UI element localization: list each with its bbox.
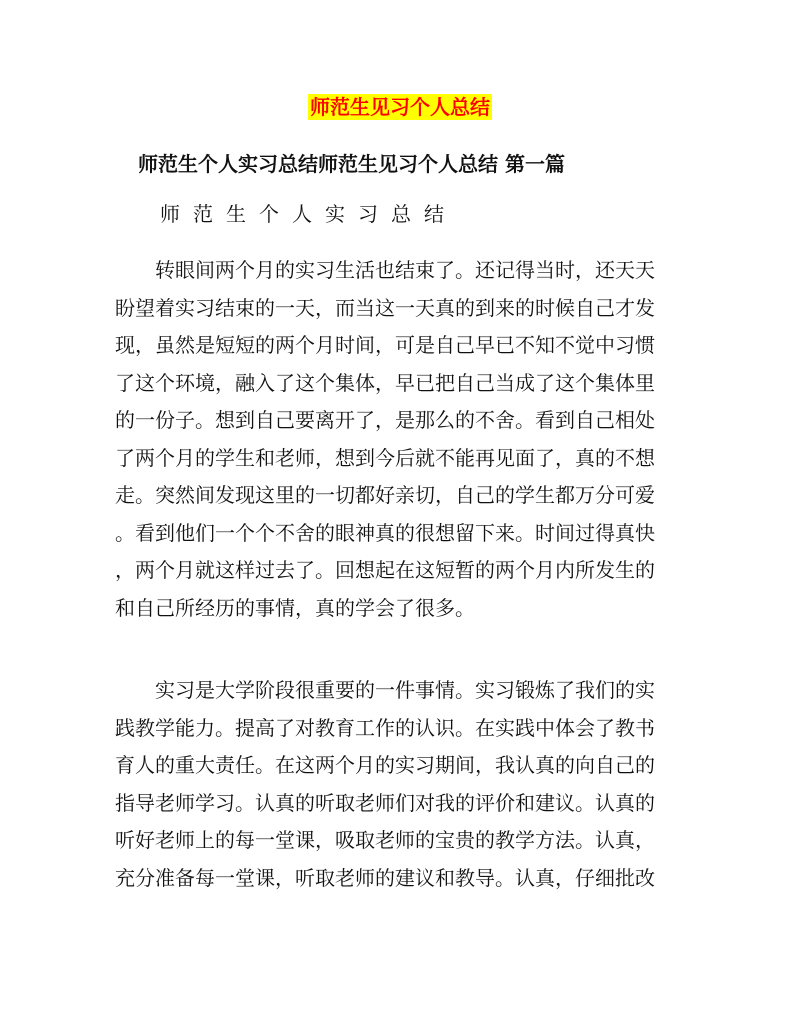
paragraph-line: 指导老师学习。认真的听取老师们对我的评价和建议。认真的 <box>115 790 655 815</box>
paragraph-line: 听好老师上的每一堂课，吸取老师的宝贵的教学方法。认真， <box>115 828 655 852</box>
paragraph-line: 和自己所经历的事情，真的学会了很多。 <box>115 595 475 620</box>
paragraph-line: 践教学能力。提高了对教育工作的认识。在实践中体会了教书 <box>115 715 655 740</box>
paragraph-line: 转眼间两个月的实习生活也结束了。还记得当时，还天天 <box>115 258 655 282</box>
paragraph-line: 盼望着实习结束的一天，而当这一天真的到来的时候自己才发 <box>115 295 655 320</box>
section-title: 师范生个人实习总结师范生见习个人总结 第一篇 <box>138 152 565 176</box>
paragraph-line: 实习是大学阶段很重要的一件事情。实习锻炼了我们的实 <box>115 678 655 702</box>
paragraph-line: 的一份子。想到自己要离开了，是那么的不舍。看到自己相处 <box>115 408 655 432</box>
paragraph-1 <box>115 252 695 627</box>
paragraph-line: 了两个月的学生和老师，想到今后就不能再见面了，真的不想 <box>115 445 655 470</box>
paragraph-line: ，两个月就这样过去了。回想起在这短暂的两个月内所发生的 <box>115 558 655 582</box>
paragraph-line: 充分准备每一堂课，听取老师的建议和教导。认真，仔细批改 <box>115 865 655 890</box>
paragraph-line: 育人的重大责任。在这两个月的实习期间，我认真的向自己的 <box>115 753 655 777</box>
paragraph-line: 现，虽然是短短的两个月时间，可是自己早已不知不觉中习惯 <box>115 333 655 357</box>
paragraph-line: 了这个环境，融入了这个集体，早已把自己当成了这个集体里 <box>115 370 655 395</box>
paragraph-2 <box>115 672 695 897</box>
subheading: 师范生个人实习总结 <box>160 202 457 226</box>
paragraph-line: 。看到他们一个个不舍的眼神真的很想留下来。时间过得真快 <box>115 520 655 545</box>
document-title-container <box>0 94 800 120</box>
paragraph-line: 走。突然间发现这里的一切都好亲切，自己的学生都万分可爱 <box>115 483 655 507</box>
document-title: 师范生见习个人总结 <box>310 95 490 119</box>
